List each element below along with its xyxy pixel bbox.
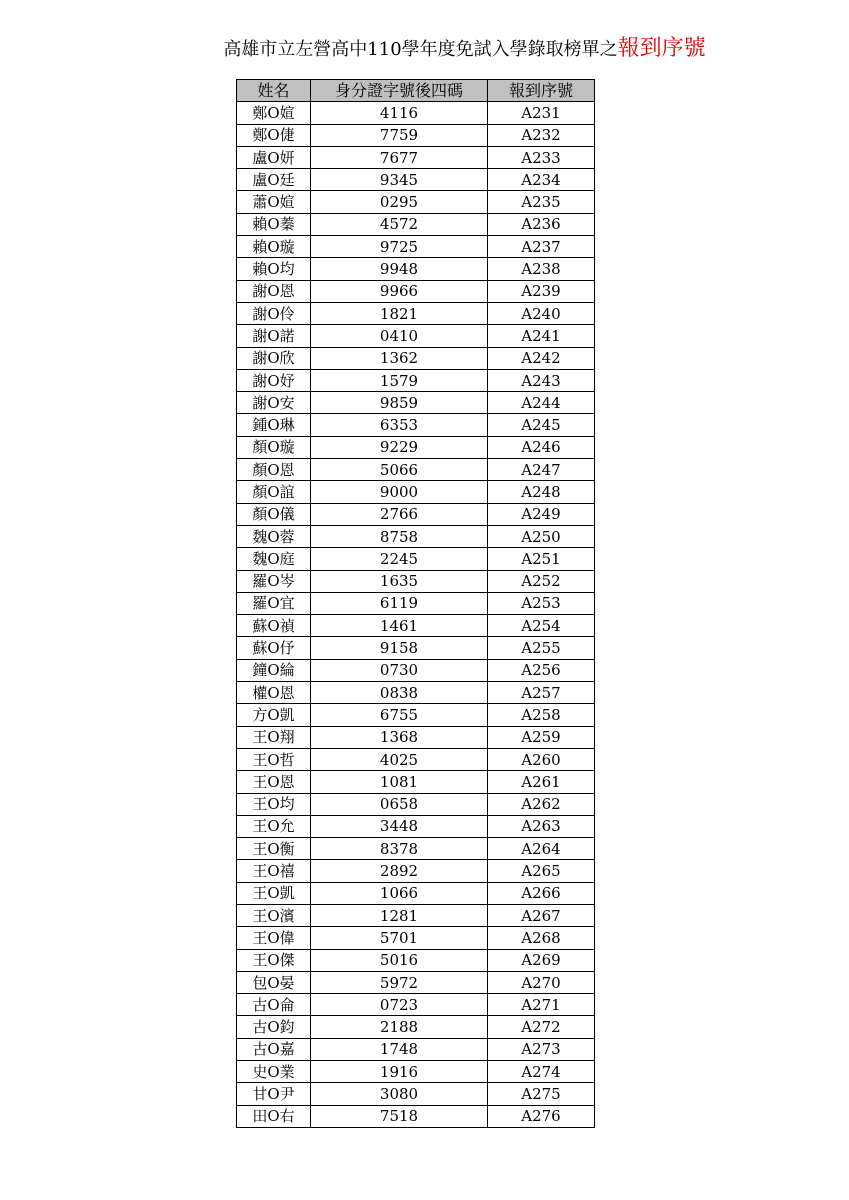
cell-name: 蘇O禎 <box>237 615 311 637</box>
cell-id-last-four: 0658 <box>311 793 488 815</box>
cell-name: 謝O妤 <box>237 369 311 391</box>
cell-report-number: A234 <box>488 169 595 191</box>
cell-name: 王O翔 <box>237 726 311 748</box>
title-text: 高雄市立左營高中110學年度免試入學錄取榜單之 <box>223 39 618 60</box>
cell-name: 包O晏 <box>237 971 311 993</box>
cell-report-number: A238 <box>488 258 595 280</box>
cell-report-number: A252 <box>488 570 595 592</box>
table-row <box>237 615 595 637</box>
cell-id-last-four: 5972 <box>311 971 488 993</box>
cell-id-last-four: 2766 <box>311 503 488 525</box>
table-row <box>237 347 595 369</box>
cell-name: 王O凱 <box>237 882 311 904</box>
table-row <box>237 1083 595 1105</box>
cell-name: 王O均 <box>237 793 311 815</box>
cell-report-number: A240 <box>488 302 595 324</box>
cell-name: 王O傑 <box>237 949 311 971</box>
cell-id-last-four: 0295 <box>311 191 488 213</box>
table-row <box>237 659 595 681</box>
cell-id-last-four: 7677 <box>311 146 488 168</box>
page-title <box>0 36 849 63</box>
table-row <box>237 1016 595 1038</box>
cell-report-number: A249 <box>488 503 595 525</box>
cell-report-number: A264 <box>488 838 595 860</box>
cell-report-number: A263 <box>488 815 595 837</box>
cell-name: 王O哲 <box>237 748 311 770</box>
cell-name: 盧O妍 <box>237 146 311 168</box>
cell-report-number: A272 <box>488 1016 595 1038</box>
table-row <box>237 927 595 949</box>
cell-id-last-four: 8378 <box>311 838 488 860</box>
cell-report-number: A241 <box>488 325 595 347</box>
table-row <box>237 771 595 793</box>
cell-report-number: A267 <box>488 904 595 926</box>
table-row <box>237 325 595 347</box>
table-row <box>237 191 595 213</box>
admission-roster-table <box>236 79 595 1128</box>
cell-name: 史O業 <box>237 1061 311 1083</box>
table-row <box>237 682 595 704</box>
cell-report-number: A256 <box>488 659 595 681</box>
cell-report-number: A250 <box>488 525 595 547</box>
table-row <box>237 838 595 860</box>
cell-report-number: A248 <box>488 481 595 503</box>
cell-report-number: A237 <box>488 236 595 258</box>
cell-id-last-four: 0838 <box>311 682 488 704</box>
cell-report-number: A245 <box>488 414 595 436</box>
cell-id-last-four: 1362 <box>311 347 488 369</box>
cell-report-number: A259 <box>488 726 595 748</box>
title-highlight: 報到序號 <box>617 36 706 61</box>
cell-report-number: A231 <box>488 102 595 124</box>
table-row <box>237 748 595 770</box>
cell-id-last-four: 1635 <box>311 570 488 592</box>
cell-report-number: A236 <box>488 213 595 235</box>
cell-report-number: A270 <box>488 971 595 993</box>
cell-name: 方O凱 <box>237 704 311 726</box>
cell-id-last-four: 7518 <box>311 1105 488 1127</box>
cell-name: 鄭O媗 <box>237 102 311 124</box>
cell-name: 顏O恩 <box>237 459 311 481</box>
cell-report-number: A274 <box>488 1061 595 1083</box>
cell-id-last-four: 2892 <box>311 860 488 882</box>
table-row <box>237 860 595 882</box>
cell-report-number: A232 <box>488 124 595 146</box>
table-row <box>237 882 595 904</box>
table-row <box>237 459 595 481</box>
cell-id-last-four: 6755 <box>311 704 488 726</box>
cell-id-last-four: 5016 <box>311 949 488 971</box>
table-row <box>237 1038 595 1060</box>
table-row <box>237 525 595 547</box>
cell-id-last-four: 7759 <box>311 124 488 146</box>
cell-id-last-four: 0410 <box>311 325 488 347</box>
column-header-name: 姓名 <box>237 80 311 102</box>
cell-name: 古O侖 <box>237 994 311 1016</box>
table-row <box>237 1105 595 1127</box>
table-row <box>237 258 595 280</box>
table-row <box>237 815 595 837</box>
cell-report-number: A246 <box>488 436 595 458</box>
table-row <box>237 592 595 614</box>
cell-report-number: A273 <box>488 1038 595 1060</box>
cell-id-last-four: 9158 <box>311 637 488 659</box>
cell-id-last-four: 1368 <box>311 726 488 748</box>
cell-id-last-four: 2245 <box>311 548 488 570</box>
cell-name: 顏O儀 <box>237 503 311 525</box>
cell-id-last-four: 6353 <box>311 414 488 436</box>
cell-id-last-four: 1081 <box>311 771 488 793</box>
cell-report-number: A244 <box>488 392 595 414</box>
cell-id-last-four: 1916 <box>311 1061 488 1083</box>
cell-report-number: A233 <box>488 146 595 168</box>
cell-id-last-four: 9725 <box>311 236 488 258</box>
cell-id-last-four: 0723 <box>311 994 488 1016</box>
cell-name: 盧O廷 <box>237 169 311 191</box>
table-row <box>237 124 595 146</box>
cell-name: 謝O伶 <box>237 302 311 324</box>
cell-id-last-four: 1461 <box>311 615 488 637</box>
cell-id-last-four: 8758 <box>311 525 488 547</box>
table-row <box>237 169 595 191</box>
table-row <box>237 726 595 748</box>
cell-id-last-four: 4116 <box>311 102 488 124</box>
cell-name: 魏O蓉 <box>237 525 311 547</box>
cell-id-last-four: 1579 <box>311 369 488 391</box>
cell-id-last-four: 2188 <box>311 1016 488 1038</box>
cell-report-number: A261 <box>488 771 595 793</box>
cell-id-last-four: 9948 <box>311 258 488 280</box>
table-header-row <box>237 80 595 102</box>
cell-name: 鍾O琳 <box>237 414 311 436</box>
cell-report-number: A269 <box>488 949 595 971</box>
table-row <box>237 994 595 1016</box>
cell-id-last-four: 1748 <box>311 1038 488 1060</box>
cell-name: 賴O蓁 <box>237 213 311 235</box>
cell-name: 魏O庭 <box>237 548 311 570</box>
table-row <box>237 280 595 302</box>
table-row <box>237 503 595 525</box>
cell-name: 王O允 <box>237 815 311 837</box>
cell-id-last-four: 9000 <box>311 481 488 503</box>
cell-name: 顏O誼 <box>237 481 311 503</box>
cell-report-number: A265 <box>488 860 595 882</box>
column-header-report-number: 報到序號 <box>488 80 595 102</box>
cell-name: 古O嘉 <box>237 1038 311 1060</box>
cell-id-last-four: 0730 <box>311 659 488 681</box>
cell-id-last-four: 1066 <box>311 882 488 904</box>
cell-id-last-four: 3448 <box>311 815 488 837</box>
cell-name: 王O恩 <box>237 771 311 793</box>
table-row <box>237 146 595 168</box>
table-row <box>237 704 595 726</box>
cell-report-number: A253 <box>488 592 595 614</box>
cell-report-number: A247 <box>488 459 595 481</box>
cell-name: 鄭O倢 <box>237 124 311 146</box>
cell-name: 蕭O媗 <box>237 191 311 213</box>
table-row <box>237 904 595 926</box>
cell-name: 賴O均 <box>237 258 311 280</box>
cell-id-last-four: 3080 <box>311 1083 488 1105</box>
cell-id-last-four: 5701 <box>311 927 488 949</box>
column-header-id-last-four: 身分證字號後四碼 <box>311 80 488 102</box>
table-row <box>237 414 595 436</box>
cell-name: 謝O安 <box>237 392 311 414</box>
cell-id-last-four: 1821 <box>311 302 488 324</box>
cell-report-number: A258 <box>488 704 595 726</box>
table-row <box>237 637 595 659</box>
cell-name: 王O濱 <box>237 904 311 926</box>
cell-report-number: A257 <box>488 682 595 704</box>
cell-id-last-four: 5066 <box>311 459 488 481</box>
table-row <box>237 213 595 235</box>
table-body <box>237 102 595 1128</box>
cell-report-number: A242 <box>488 347 595 369</box>
cell-report-number: A243 <box>488 369 595 391</box>
cell-report-number: A255 <box>488 637 595 659</box>
cell-id-last-four: 9859 <box>311 392 488 414</box>
cell-report-number: A266 <box>488 882 595 904</box>
cell-id-last-four: 4025 <box>311 748 488 770</box>
table-row <box>237 436 595 458</box>
cell-id-last-four: 1281 <box>311 904 488 926</box>
table-row <box>237 369 595 391</box>
cell-report-number: A262 <box>488 793 595 815</box>
cell-name: 謝O恩 <box>237 280 311 302</box>
table-row <box>237 570 595 592</box>
cell-report-number: A268 <box>488 927 595 949</box>
cell-name: 謝O欣 <box>237 347 311 369</box>
cell-report-number: A235 <box>488 191 595 213</box>
cell-name: 蘇O伃 <box>237 637 311 659</box>
cell-name: 羅O岑 <box>237 570 311 592</box>
cell-report-number: A276 <box>488 1105 595 1127</box>
cell-name: 權O恩 <box>237 682 311 704</box>
cell-report-number: A271 <box>488 994 595 1016</box>
cell-id-last-four: 6119 <box>311 592 488 614</box>
cell-id-last-four: 4572 <box>311 213 488 235</box>
cell-report-number: A260 <box>488 748 595 770</box>
table-row <box>237 971 595 993</box>
cell-name: 田O右 <box>237 1105 311 1127</box>
cell-id-last-four: 9966 <box>311 280 488 302</box>
cell-name: 鐘O綸 <box>237 659 311 681</box>
cell-name: 王O衡 <box>237 838 311 860</box>
cell-name: 顏O璇 <box>237 436 311 458</box>
table-row <box>237 1061 595 1083</box>
cell-report-number: A254 <box>488 615 595 637</box>
cell-id-last-four: 9345 <box>311 169 488 191</box>
cell-id-last-four: 9229 <box>311 436 488 458</box>
cell-name: 王O禧 <box>237 860 311 882</box>
table-row <box>237 302 595 324</box>
table-row <box>237 392 595 414</box>
table-row <box>237 949 595 971</box>
cell-name: 謝O諾 <box>237 325 311 347</box>
cell-name: 羅O宜 <box>237 592 311 614</box>
table-row <box>237 236 595 258</box>
table-row <box>237 793 595 815</box>
cell-name: 賴O璇 <box>237 236 311 258</box>
cell-report-number: A239 <box>488 280 595 302</box>
cell-name: 甘O尹 <box>237 1083 311 1105</box>
table-row <box>237 548 595 570</box>
cell-name: 古O鈞 <box>237 1016 311 1038</box>
table-row <box>237 102 595 124</box>
cell-report-number: A275 <box>488 1083 595 1105</box>
cell-report-number: A251 <box>488 548 595 570</box>
cell-name: 王O偉 <box>237 927 311 949</box>
table-row <box>237 481 595 503</box>
